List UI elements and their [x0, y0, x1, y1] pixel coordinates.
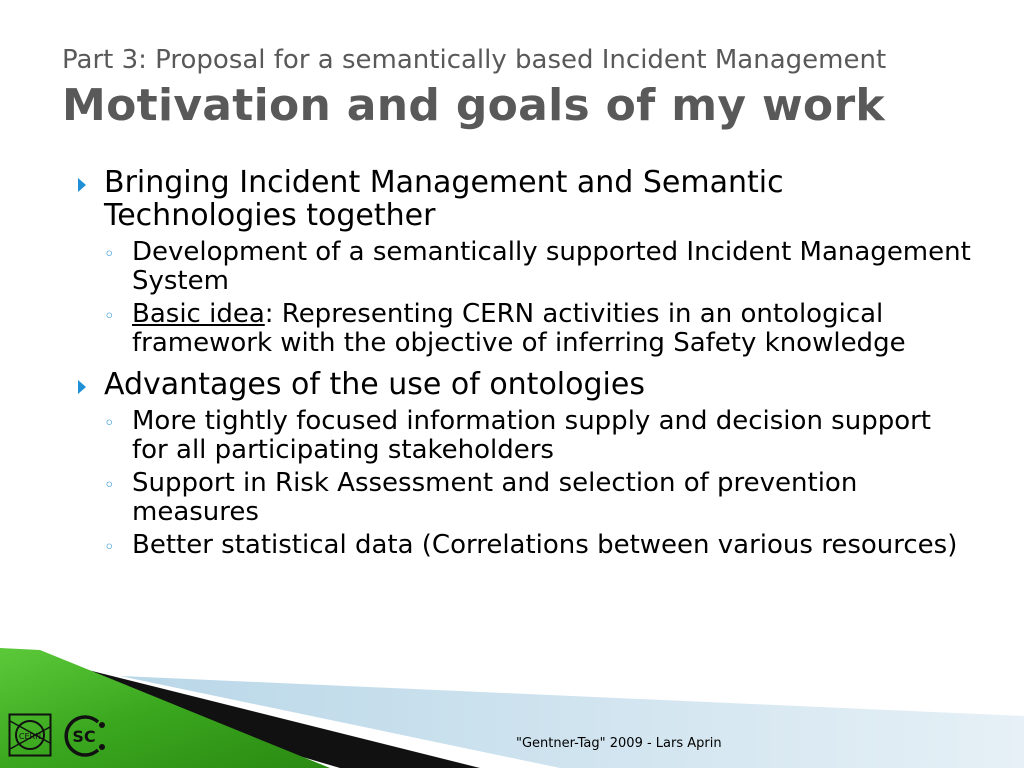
blue-circle-bullet-icon: ◦: [104, 306, 115, 327]
sc-logo: [58, 713, 112, 759]
bullet-item: [72, 166, 972, 232]
bullet-group-2: [72, 368, 972, 560]
cern-logo-text: CERN: [18, 732, 42, 741]
bullet-item: [72, 368, 972, 401]
blue-circle-bullet-icon: ◦: [104, 413, 115, 434]
slide-title: Motivation and goals of my work: [62, 80, 885, 131]
blue-circle-bullet-icon: ◦: [104, 537, 115, 558]
bullet-group-1: [72, 166, 972, 358]
footer-text: "Gentner-Tag" 2009 - Lars Aprin: [516, 736, 722, 751]
bullet-text: Advantages of the use of ontologies: [104, 367, 645, 402]
blue-triangle-bullet-icon: [78, 178, 86, 192]
bullet-text: Bringing Incident Management and Semantic Technologies together: [104, 165, 784, 233]
blue-triangle-bullet-icon: [78, 380, 86, 394]
cern-logo: [8, 713, 52, 757]
sub-bullet-text: More tightly focused information supply and decision support for all participating stakeholders: [132, 406, 932, 465]
sub-bullet-item: [72, 531, 972, 560]
blue-circle-bullet-icon: ◦: [104, 244, 115, 265]
sub-bullet-emphasis: Basic idea: [132, 299, 265, 329]
sub-bullet-text: Development of a semantically supported Incident Management System: [132, 237, 971, 296]
slide-subtitle: Part 3: Proposal for a semantically based Incident Management: [62, 45, 887, 75]
slide-content: [72, 166, 972, 570]
sub-bullet-text: Support in Risk Assessment and selection of prevention measures: [132, 468, 858, 527]
sub-bullet-item: [72, 469, 972, 527]
blue-circle-bullet-icon: ◦: [104, 475, 115, 496]
sub-bullet-text: : Representing CERN activities in an ontological framework with the objective of inferring Safety knowledge: [132, 299, 906, 358]
sub-bullet-item: [72, 300, 972, 358]
sub-bullet-text: Better statistical data (Correlations between various resources): [132, 530, 958, 560]
sub-bullet-item: [72, 238, 972, 296]
sub-bullet-item: [72, 407, 972, 465]
sc-logo-text: SC: [72, 727, 96, 746]
